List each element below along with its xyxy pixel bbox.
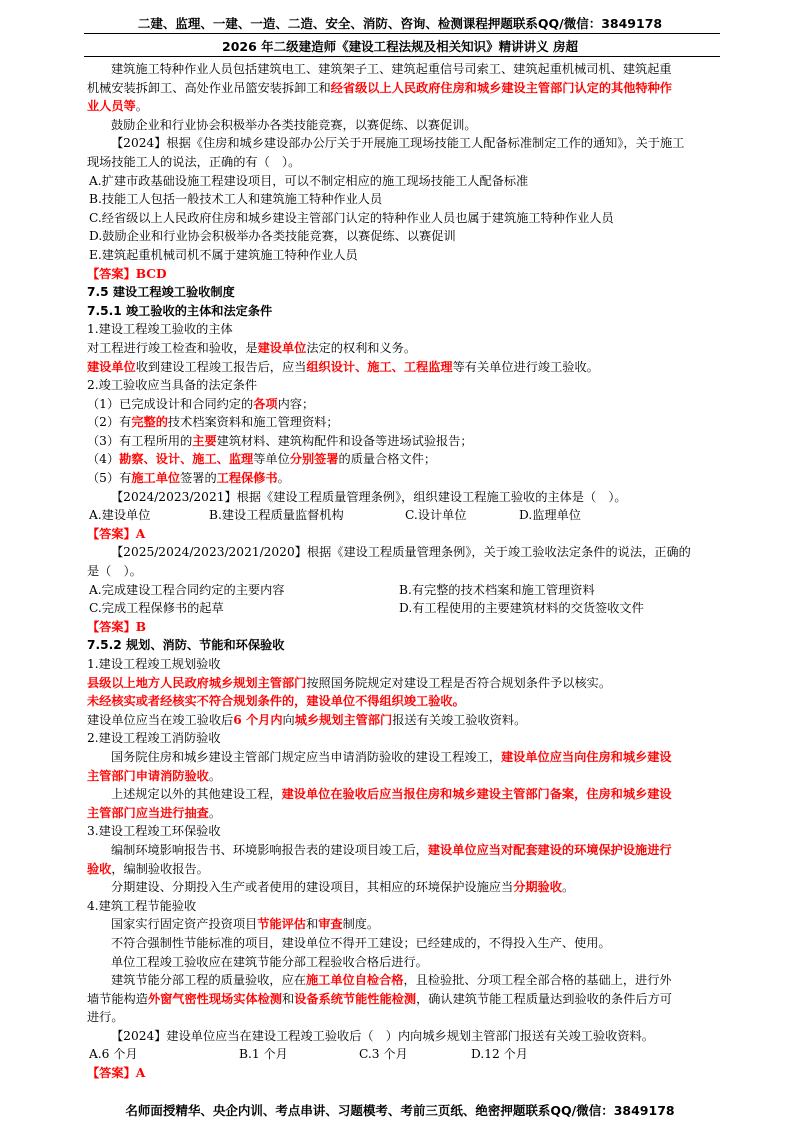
- paragraph-line: 县级以上地方人民政府城乡规划主管部门按照国务院规定对建设工程是否符合规划条件予以核实。: [87, 675, 612, 690]
- question-option: B.有完整的技术档案和施工管理资料: [399, 582, 595, 597]
- question-options-row: [87, 1045, 715, 1064]
- section-heading: 7.5 建设工程竣工验收制度: [87, 285, 235, 300]
- question-option: D.有工程使用的主要建筑材料的交货签收文件: [399, 601, 644, 616]
- answer: 【答案】B: [87, 619, 147, 634]
- paragraph-line: 验收，编制验收报告。: [87, 861, 209, 876]
- paragraph-line: 建筑施工特种作业人员包括建筑电工、建筑架子工、建筑起重信号司索工、建筑起重机械司机、建筑起重: [111, 62, 672, 76]
- paragraph-line: 主管部门应当进行抽查。: [87, 805, 222, 820]
- paragraph-line: 墙节能构造外窗气密性现场实体检测和设备系统节能性能检测，确认建筑节能工程质量达到验收的条件后方可: [87, 991, 672, 1006]
- document-body: [87, 60, 715, 1083]
- question-option: A.6 个月: [89, 1047, 138, 1062]
- header-divider: [84, 33, 720, 34]
- question-option: D.鼓励企业和行业协会积极举办各类技能竞赛，以赛促练、以赛促训: [89, 229, 456, 244]
- paragraph-line: 鼓励企业和行业协会积极举办各类技能竞赛，以赛促练、以赛促训。: [111, 117, 477, 132]
- paragraph-line: 不符合强制性节能标准的项目，建设单位不得开工建设；已经建成的，不得投入生产、使用。: [111, 935, 611, 950]
- paragraph-line: 机械安装拆卸工、高处作业吊篮安装拆卸工和经省级以上人民政府住房和城乡建设主管部门认定的其他特种作: [87, 80, 672, 95]
- topic-heading: 3.建设工程竣工环保验收: [87, 824, 221, 839]
- question-option: A.扩建市政基础设施工程建设项目，可以不制定相应的施工现场技能工人配备标准: [89, 173, 529, 188]
- answer: 【答案】A: [87, 526, 146, 541]
- paragraph-line: 建设单位收到建设工程竣工报告后，应当组织设计、施工、工程监理等有关单位进行竣工验收。: [87, 359, 599, 374]
- question-option: B.技能工人包括一般技术工人和建筑施工特种作业人员: [89, 192, 383, 207]
- condition-item: （4）勘察、设计、施工、监理等单位分别签署的质量合格文件；: [87, 452, 437, 467]
- question-stem: 现场技能工人的说法，正确的有（ ）。: [87, 154, 301, 169]
- footer-contact: 名师面授精华、央企内训、考点串讲、习题模考、考前三页纸、绝密押题联系QQ/微信：3849178: [125, 1103, 675, 1118]
- topic-heading: 4.建筑工程节能验收: [87, 898, 197, 913]
- paragraph-line: 业人员等。: [87, 99, 148, 114]
- question-option: B.1 个月: [239, 1047, 288, 1062]
- subsection-heading: 7.5.1 竣工验收的主体和法定条件: [87, 303, 273, 318]
- condition-item: （5）有施工单位签署的工程保修书。: [87, 471, 290, 486]
- question-option: C.设计单位: [405, 508, 467, 523]
- paragraph-line: 主管部门申请消防验收。: [87, 768, 222, 783]
- topic-heading: 2.建设工程竣工消防验收: [87, 731, 221, 746]
- paragraph-line: 国务院住房和城乡建设主管部门规定应当申请消防验收的建设工程竣工，建设单位应当向住房和城乡建设: [111, 749, 672, 764]
- paragraph-line: 对工程进行竣工检查和验收，是建设单位法定的权利和义务。: [87, 340, 417, 355]
- paragraph-line: 编制环境影响报告书、环境影响报告表的建设项目竣工后，建设单位应当对配套建设的环境保护设施进行: [111, 842, 672, 857]
- question-option: D.监理单位: [519, 508, 581, 523]
- question-stem: 【2025/2024/2023/2021/2020】根据《建设工程质量管理条例》，关于竣工验收法定条件的说法，正确的: [111, 545, 691, 560]
- answer: 【答案】A: [87, 1066, 146, 1081]
- question-option: C.经省级以上人民政府住房和城乡建设主管部门认定的特种作业人员也属于建筑施工特种作业人员: [89, 210, 614, 225]
- paragraph-line: 建设单位应当在竣工验收后6 个月内向城乡规划主管部门报送有关竣工验收资料。: [87, 712, 527, 727]
- topic-heading: 1.建设工程竣工验收的主体: [87, 322, 233, 337]
- question-stem: 是（ ）。: [87, 564, 142, 579]
- question-options-row: [87, 581, 715, 600]
- question-option: E.建筑起重机械司机不属于建筑施工特种作业人员: [89, 247, 358, 262]
- question-option: A.完成建设工程合同约定的主要内容: [89, 582, 285, 597]
- paragraph-line: 未经核实或者经核实不符合规划条件的，建设单位不得组织竣工验收。: [87, 694, 465, 709]
- question-option: C.3 个月: [359, 1047, 408, 1062]
- paragraph-line: 分期建设、分期投入生产或者使用的建设项目，其相应的环境保护设施应当分期验收。: [111, 880, 575, 895]
- header-title: 2026 年二级建造师《建设工程法规及相关知识》精讲讲义 房超: [222, 39, 578, 54]
- condition-item: （1）已完成设计和合同约定的各项内容；: [87, 396, 315, 411]
- question-options-row: [87, 506, 715, 525]
- question-stem: 【2024/2023/2021】根据《建设工程质量管理条例》，组织建设工程施工验收的主体是（ ）。: [111, 489, 627, 504]
- paragraph-line: 国家实行固定资产投资项目节能评估和审查制度。: [111, 917, 380, 932]
- header-divider-2: [84, 56, 720, 57]
- question-options-row: [87, 599, 715, 618]
- topic-heading: 2.竣工验收应当具备的法定条件: [87, 378, 258, 393]
- question-option: C.完成工程保修书的起草: [89, 601, 224, 616]
- question-stem: 【2024】根据《住房和城乡建设部办公厅关于开展施工现场技能工人配备标准制定工作的通知》，关于施工: [111, 136, 685, 151]
- question-option: A.建设单位: [89, 508, 151, 523]
- paragraph-line: 进行。: [87, 1010, 124, 1025]
- topic-heading: 1.建设工程竣工规划验收: [87, 657, 221, 671]
- condition-item: （2）有完整的技术档案资料和施工管理资料；: [87, 415, 339, 430]
- paragraph-line: 单位工程竣工验收应在建筑节能分部工程验收合格后进行。: [111, 954, 428, 969]
- condition-item: （3）有工程所用的主要建筑材料、建筑构配件和设备等进场试验报告；: [87, 433, 473, 448]
- question-stem: 【2024】建设单位应当在建设工程竣工验收后（ ）内向城乡规划主管部门报送有关竣工验收资料。: [111, 1028, 654, 1043]
- paragraph-line: 上述规定以外的其他建设工程，建设单位在验收后应当报住房和城乡建设主管部门备案，住房和城乡建设: [111, 787, 672, 802]
- paragraph-line: 建筑节能分部工程的质量验收，应在施工单位自检合格，且检验批、分项工程全部合格的基础上，进行外: [111, 973, 672, 988]
- question-option: B.建设工程质量监督机构: [209, 508, 344, 523]
- header-contact: 二建、监理、一建、一造、二造、安全、消防、咨询、检测课程押题联系QQ/微信：3849178: [137, 16, 663, 31]
- answer: 【答案】BCD: [87, 266, 167, 281]
- question-option: D.12 个月: [471, 1047, 528, 1062]
- subsection-heading: 7.5.2 规划、消防、节能和环保验收: [87, 638, 285, 653]
